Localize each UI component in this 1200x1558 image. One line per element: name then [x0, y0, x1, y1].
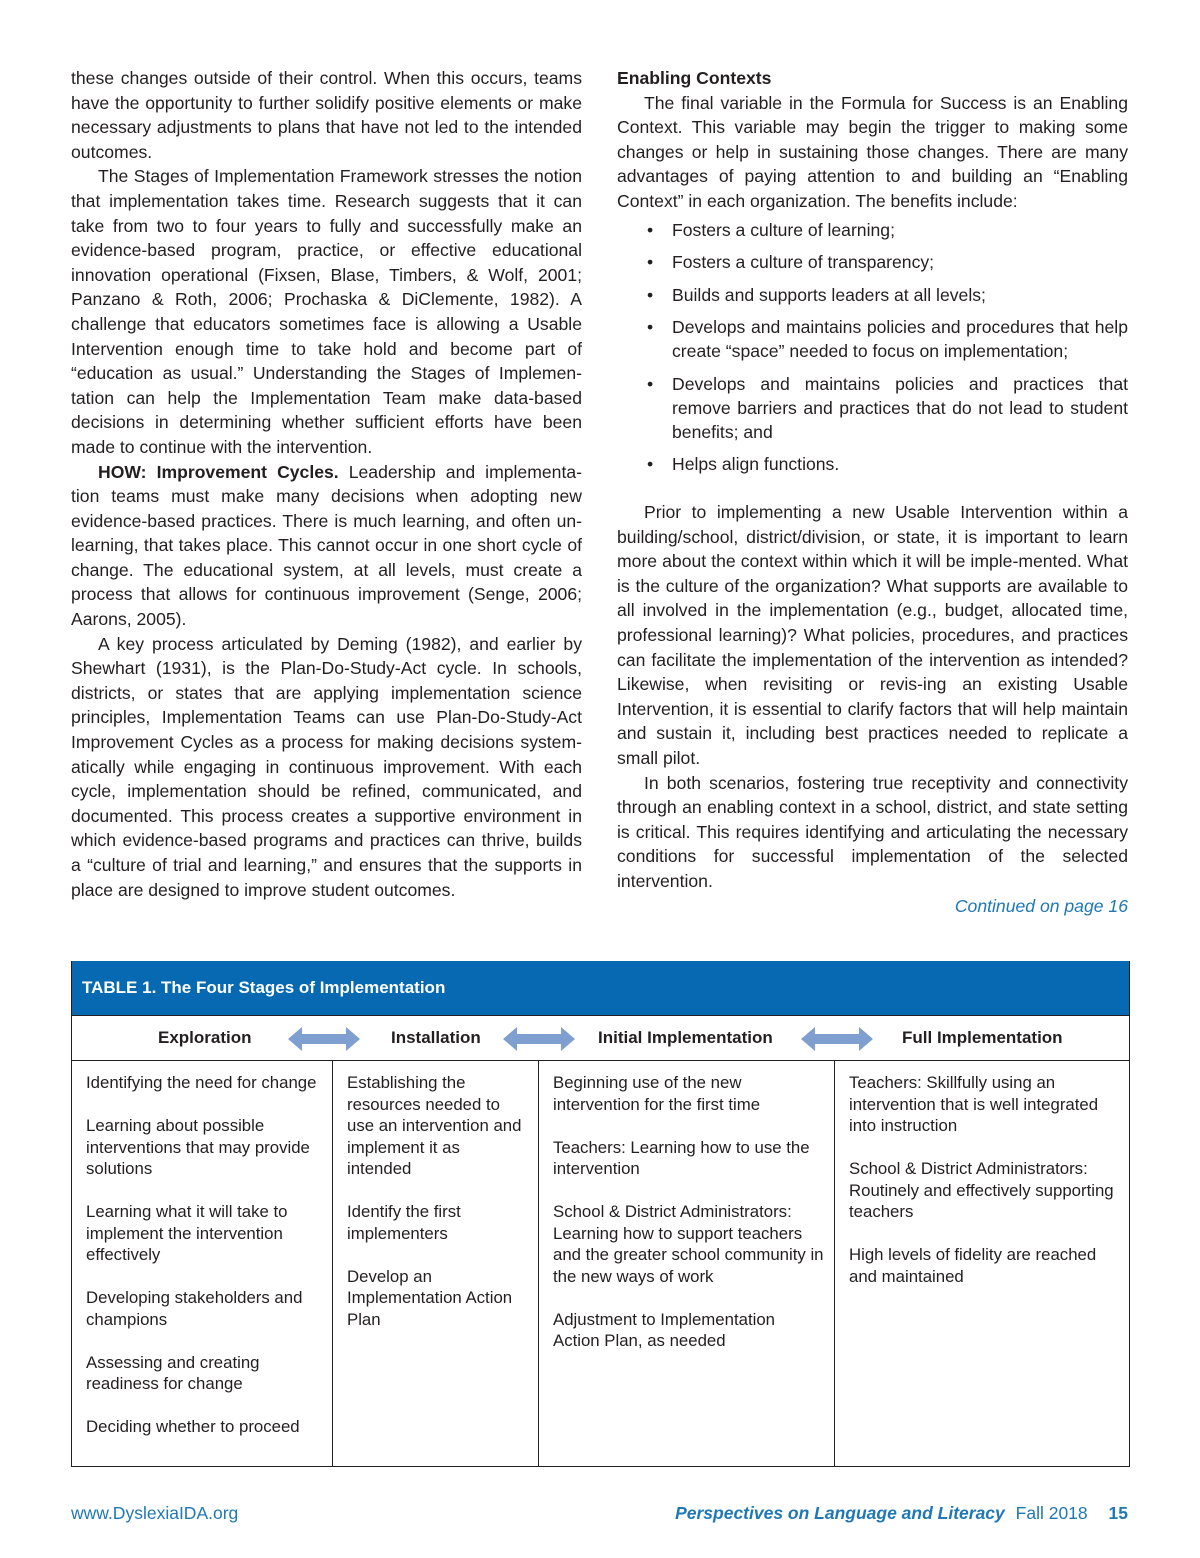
issue-label: Fall 2018: [1015, 1503, 1088, 1523]
table-body: [72, 1061, 1129, 1466]
left-column: [71, 66, 582, 902]
improvement-cycles-heading: HOW: Improvement Cycles.: [98, 461, 339, 482]
initial-implementation-cell: [538, 1061, 834, 1466]
table-cell-item: Developing stakeholders and champions: [86, 1288, 303, 1329]
benefits-list: [617, 218, 1128, 477]
double-arrow-icon: [503, 1027, 575, 1051]
column-header-initial-implementation: Initial Implementation: [598, 1028, 773, 1047]
left-paragraph-4: A key process articulated by Deming (1982), and earlier by Shewhart (1931), is the Plan-Do-Study-Act cycle. In schools, districts, or states that are applying implementation science principles, Implementation Teams can use Plan-Do-Study-Act Improvement Cycles as a process for making decisions system-atically while engaging in continuous improvement. With each cycle, implementation should be refined, communicated, and documented. This process creates a supportive environment in which evidence-based programs and practices can thrive, builds a “culture of trial and learning,” and ensures that the supports in place are designed to improve student outcomes.: [71, 633, 582, 900]
left-paragraph-3: [71, 460, 582, 632]
table-cell-item: Develop an Implementation Action Plan: [347, 1266, 513, 1329]
footer-publication-info: [675, 1503, 1128, 1524]
list-item: • Builds and supports leaders at all levels;: [617, 283, 1128, 307]
left-paragraph-2: The Stages of Implementation Framework stresses the notion that implementation takes time. Research suggests that it can take from two to four years to fully and successfully make an evidence-based program, practice, or effective educational innovation operational (Fixsen, Blase, Timbers, & Wolf, 2001; Panzano & Roth, 2006; Prochaska & DiClemente, 1982). A challenge that educators sometimes face is allowing a Usable Intervention enough time to take hold and become part of “education as usual.” Understanding the Stages of Implemen-tation can help the Implementation Team make data-based decisions in determining whether sufficient efforts have been made to continue with the intervention.: [71, 166, 582, 457]
table-cell-item: Teachers: Skillfully using an intervention that is well integrated into instruction: [849, 1073, 1099, 1135]
full-implementation-cell: [834, 1061, 1127, 1466]
installation-cell: [332, 1061, 538, 1466]
table-cell-item: Learning what it will take to implement the intervention effectively: [86, 1202, 288, 1264]
list-item: • Helps align functions.: [617, 452, 1128, 476]
table-cell-item: High levels of fidelity are reached and maintained: [849, 1245, 1097, 1286]
table-header-row: [72, 1015, 1129, 1061]
publication-title: Perspectives on Language and Literacy: [675, 1503, 1005, 1523]
list-item: • Develops and maintains policies and practices that remove barriers and practices that do not lead to student benefits; and: [617, 372, 1128, 444]
double-arrow-icon: [801, 1027, 873, 1051]
right-paragraph-3: In both scenarios, fostering true receptivity and connectivity through an enabling context in a school, district, and state setting is critical. This requires identifying and articulating the necessary conditions for successful implementation of the selected intervention.: [617, 772, 1128, 891]
left-paragraph-3-body: Leadership and implementa-tion teams must make many decisions when adopting new evidence-based practices. There is much learning, and often un-learning, that takes place. This cannot occur in one short cycle of change. The educational system, at all levels, must create a process that allows for continuous improvement (Senge, 2006; Aarons, 2005).: [71, 461, 582, 630]
right-column: [617, 66, 1128, 918]
list-item: • Fosters a culture of transparency;: [617, 250, 1128, 274]
double-arrow-icon: [288, 1027, 360, 1051]
stages-table: [71, 961, 1130, 1467]
column-header-full-implementation: Full Implementation: [902, 1028, 1063, 1047]
table-cell-item: Identify the first implementers: [347, 1202, 461, 1243]
right-paragraph-1: The final variable in the Formula for Success is an Enabling Context. This variable may begin the trigger to making some changes or help in sustaining those changes. There are many advantages of paying attention to and building an “Enabling Context” in each organization. The benefits include:: [617, 92, 1128, 211]
list-item: • Develops and maintains policies and procedures that help create “space” needed to focus on implementation;: [617, 315, 1128, 363]
table-cell-item: Adjustment to Implementation Action Plan, as needed: [553, 1309, 775, 1350]
table-cell-item: School & District Administrators: Routinely and effectively supporting teachers: [849, 1159, 1114, 1221]
table-cell-item: Identifying the need for change: [86, 1073, 317, 1092]
table-cell-item: Beginning use of the new intervention for the first time: [553, 1073, 761, 1114]
right-paragraph-2: Prior to implementing a new Usable Intervention within a building/school, district/division, or state, it is important to learn more about the context within which it will be imple-mented. What is the culture of the organization? What supports are available to all involved in the implementation (e.g., budget, allocated time, professional learning)? What policies, procedures, and practices can facilitate the implementation of the intervention as intended? Likewise, when revisiting or revis-ing an existing Usable Intervention, it is essential to clarify factors that will help maintain and sustain it, including best practices needed to replicate a small pilot.: [617, 502, 1128, 768]
table-cell-item: School & District Administrators: Learning how to support teachers and the greater school community in the new ways of work: [553, 1202, 824, 1286]
enabling-contexts-heading: Enabling Contexts: [617, 68, 772, 88]
page-number: 15: [1108, 1503, 1128, 1523]
exploration-cell: [72, 1061, 332, 1466]
left-paragraph-1: these changes outside of their control. When this occurs, teams have the opportunity to further solidify positive elements or make necessary adjustments to plans that have not led to the intended outcomes.: [71, 68, 582, 162]
table-cell-item: Learning about possible interventions that may provide solutions: [86, 1116, 310, 1178]
column-header-installation: Installation: [391, 1028, 481, 1047]
table-cell-item: Deciding whether to proceed: [86, 1417, 300, 1436]
table-title: TABLE 1. The Four Stages of Implementation: [72, 961, 1129, 1015]
table-cell-item: Assessing and creating readiness for change: [86, 1352, 260, 1393]
table-cell-item: Establishing the resources needed to use an intervention and implement it as intended: [347, 1073, 522, 1178]
column-header-exploration: Exploration: [158, 1028, 252, 1047]
footer-url-link[interactable]: www.DyslexiaIDA.org: [71, 1503, 239, 1523]
continued-link[interactable]: Continued on page 16: [954, 895, 1128, 916]
list-item: • Fosters a culture of learning;: [617, 218, 1128, 242]
table-cell-item: Teachers: Learning how to use the intervention: [553, 1137, 810, 1178]
